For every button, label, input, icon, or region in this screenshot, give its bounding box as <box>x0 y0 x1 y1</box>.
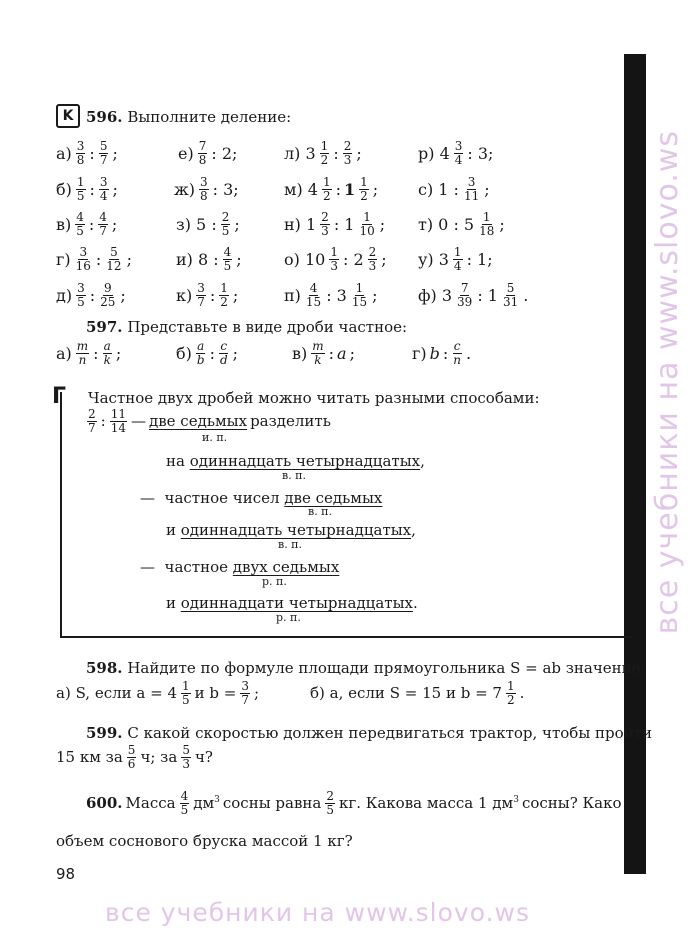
oral-exercise-badge: K <box>56 104 80 128</box>
ex596-t: т) 0 : 5 $\frac{1}{18}$ ; <box>418 210 505 238</box>
rule-line-2: на одиннадцать четырнадцатых, <box>166 452 425 470</box>
label-ip-1: и. п. <box>202 431 228 444</box>
ex596-s: с) 1 : $\frac{3}{11}$ ; <box>418 175 490 203</box>
ex596-f: ф) 3 $\frac{7}{39}$ : 1 $\frac{5}{31}$ . <box>418 281 529 309</box>
rule-marker-icon: Г <box>52 384 67 409</box>
rule-line-4: и одиннадцать четырнадцатых, <box>166 521 416 539</box>
ex598-heading: 598. Найдите по формуле площади прямоугольника S = ab значение: <box>86 659 646 677</box>
ex596-e: е) $\frac{7}{8}$ : 2; <box>178 139 238 167</box>
label-vp-1: в. п. <box>282 469 307 482</box>
ex596-l: л) 3 $\frac{1}{2}$ : $\frac{2}{3}$ ; <box>284 139 362 167</box>
ex598-a: а) S, если a = 4 $\frac{1}{5}$ и b = $\frac{3}{7}$ ; <box>56 679 260 707</box>
ex597-b: б) $\frac{a}{b}$ : $\frac{c}{d}$ ; <box>176 339 239 367</box>
ex600-line2: объем соснового бруска массой 1 кг? <box>56 832 353 850</box>
ex600-line1: 600. Масса $\frac{4}{5}$ $дм^3$ сосны равна $\frac{2}{5}$ кг. Какова масса 1 $дм^3$ сосны? Како <box>86 789 622 817</box>
ex599-line2: 15 км за $\frac{5}{6}$ ч; за $\frac{5}{3}$ ч? <box>56 743 213 771</box>
ex596-r: р) 4 $\frac{3}{4}$ : 3; <box>418 139 494 167</box>
ex596-u: у) 3 $\frac{1}{4}$ : 1; <box>418 245 493 273</box>
label-vp-2: в. п. <box>308 505 333 518</box>
ex596-m: м) 4 $\frac{1}{2}$ : 1 $\frac{1}{2}$ ; <box>284 175 379 203</box>
ex596-n: н) 1 $\frac{2}{3}$ : 1 $\frac{1}{10}$ ; <box>284 210 386 238</box>
ex596-g: г) $\frac{3}{16}$ : $\frac{5}{12}$ ; <box>56 245 132 273</box>
label-rp-2: р. п. <box>276 611 301 624</box>
ex596-v: в) $\frac{4}{5}$ : $\frac{4}{7}$ ; <box>56 210 118 238</box>
ex597-a: а) $\frac{m}{n}$ : $\frac{a}{k}$ ; <box>56 339 122 367</box>
ex596-b: б) $\frac{1}{5}$ : $\frac{3}{4}$ ; <box>56 175 118 203</box>
ex596-o: о) 10 $\frac{1}{3}$ : 2 $\frac{2}{3}$ ; <box>284 245 387 273</box>
ex596-a: а) $\frac{3}{8}$ : $\frac{5}{7}$ ; <box>56 139 118 167</box>
watermark-bottom: все учебники на www.slovo.ws <box>105 898 530 927</box>
label-vp-3: в. п. <box>278 538 303 551</box>
ex596-z: з) 5 : $\frac{2}{5}$ ; <box>176 210 240 238</box>
ex596-d: д) $\frac{3}{5}$ : $\frac{9}{25}$ ; <box>56 281 126 309</box>
ex597-v: в) $\frac{m}{k}$ : a ; <box>292 339 355 367</box>
ex596-heading: 596. Выполните деление: <box>86 108 292 126</box>
ex597-heading: 597. Представьте в виде дроби частное: <box>86 318 408 336</box>
rule-intro: Частное двух дробей можно читать разными способами: <box>88 389 540 407</box>
rule-line-1: $\frac{2}{7}$ : $\frac{11}{14}$ — две седьмых разделить <box>88 407 331 435</box>
rule-line-3: — частное чисел две седьмых <box>140 489 383 507</box>
ex596-p: п) $\frac{4}{15}$ : 3 $\frac{1}{15}$ ; <box>284 281 378 309</box>
ex598-b: б) a, если S = 15 и b = 7 $\frac{1}{2}$ . <box>310 679 525 707</box>
label-rp-1: р. п. <box>262 575 287 588</box>
ex596-zh: ж) $\frac{3}{8}$ : 3; <box>174 175 239 203</box>
ex599-heading: 599. С какой скоростью должен передвигаться трактор, чтобы пройти <box>86 724 652 742</box>
ex596-i: и) 8 : $\frac{4}{5}$ ; <box>176 245 242 273</box>
page-number: 98 <box>56 865 76 883</box>
rule-line-5: — частное двух седьмых <box>140 558 340 576</box>
watermark-vertical: все учебники на www.slovo.ws <box>650 130 685 635</box>
rule-line-6: и одиннадцати четырнадцатых. <box>166 594 418 612</box>
ex596-k: к) $\frac{3}{7}$ : $\frac{1}{2}$ ; <box>176 281 239 309</box>
ex597-g: г) b : $\frac{c}{n}$ . <box>412 339 472 367</box>
